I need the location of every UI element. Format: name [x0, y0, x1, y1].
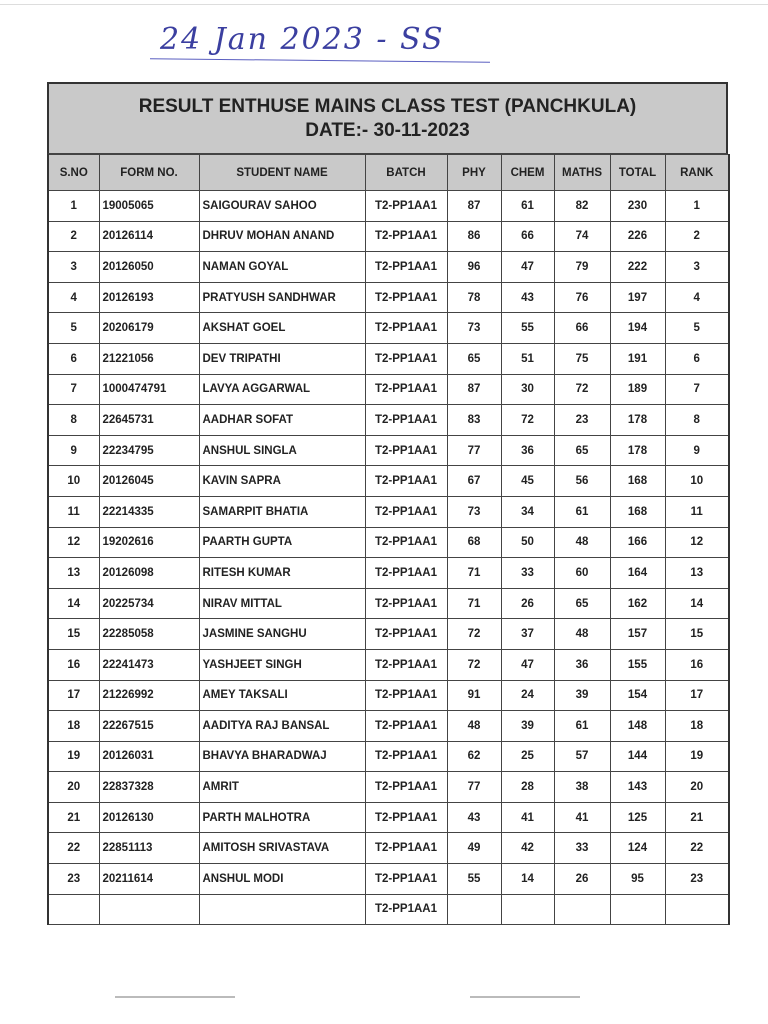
- cell-phy: 71: [447, 588, 501, 619]
- cell-chem: 37: [501, 619, 554, 650]
- cell-student-name: PARTH MALHOTRA: [199, 802, 365, 833]
- table-row: [48, 833, 729, 864]
- cell-form-no: 20211614: [99, 864, 199, 895]
- cell-sno: 8: [48, 405, 99, 436]
- cell-batch: T2-PP1AA1: [365, 527, 447, 558]
- cell-student-name: AADITYA RAJ BANSAL: [199, 711, 365, 742]
- cell-rank: [665, 894, 729, 925]
- cell-total: 168: [610, 496, 665, 527]
- cell-student-name: [199, 894, 365, 925]
- cell-phy: 86: [447, 221, 501, 252]
- cell-total: 155: [610, 649, 665, 680]
- column-header-student-name: STUDENT NAME: [199, 155, 365, 191]
- handwritten-note: 24 Jan 2023 - SS: [160, 22, 445, 57]
- table-row: [48, 191, 729, 222]
- cell-student-name: AMRIT: [199, 772, 365, 803]
- table-row: [48, 864, 729, 895]
- table-row: [48, 252, 729, 283]
- cell-total: 157: [610, 619, 665, 650]
- cell-form-no: 22267515: [99, 711, 199, 742]
- cell-sno: 7: [48, 374, 99, 405]
- cell-phy: 73: [447, 313, 501, 344]
- table-row: [48, 619, 729, 650]
- cell-batch: T2-PP1AA1: [365, 711, 447, 742]
- cell-phy: 78: [447, 282, 501, 313]
- cell-total: 164: [610, 558, 665, 589]
- cell-chem: 66: [501, 221, 554, 252]
- cell-batch: T2-PP1AA1: [365, 741, 447, 772]
- cell-total: 226: [610, 221, 665, 252]
- cell-sno: 1: [48, 191, 99, 222]
- cell-student-name: DEV TRIPATHI: [199, 343, 365, 374]
- cell-form-no: 20126130: [99, 802, 199, 833]
- cell-form-no: 22837328: [99, 772, 199, 803]
- cell-sno: 4: [48, 282, 99, 313]
- table-row: [48, 343, 729, 374]
- cell-rank: 7: [665, 374, 729, 405]
- cell-total: 191: [610, 343, 665, 374]
- cell-sno: 17: [48, 680, 99, 711]
- cell-maths: 66: [554, 313, 610, 344]
- cell-form-no: 22214335: [99, 496, 199, 527]
- cell-rank: 8: [665, 405, 729, 436]
- sheet-date: DATE:- 30-11-2023: [305, 119, 470, 141]
- cell-batch: T2-PP1AA1: [365, 435, 447, 466]
- cell-phy: [447, 894, 501, 925]
- cell-total: 144: [610, 741, 665, 772]
- cell-rank: 19: [665, 741, 729, 772]
- cell-student-name: LAVYA AGGARWAL: [199, 374, 365, 405]
- table-row: [48, 435, 729, 466]
- column-header-sno: S.NO: [48, 155, 99, 191]
- cell-sno: 16: [48, 649, 99, 680]
- cell-chem: 51: [501, 343, 554, 374]
- table-row: [48, 558, 729, 589]
- cell-phy: 71: [447, 558, 501, 589]
- cell-student-name: JASMINE SANGHU: [199, 619, 365, 650]
- cell-maths: 76: [554, 282, 610, 313]
- cell-form-no: 20225734: [99, 588, 199, 619]
- table-row: [48, 405, 729, 436]
- cell-rank: 5: [665, 313, 729, 344]
- cell-form-no: 20206179: [99, 313, 199, 344]
- cell-chem: 34: [501, 496, 554, 527]
- cell-maths: 33: [554, 833, 610, 864]
- cell-sno: 5: [48, 313, 99, 344]
- cell-rank: 12: [665, 527, 729, 558]
- cell-rank: 9: [665, 435, 729, 466]
- cell-student-name: ANSHUL SINGLA: [199, 435, 365, 466]
- cell-form-no: 21221056: [99, 343, 199, 374]
- cell-rank: 23: [665, 864, 729, 895]
- cell-phy: 72: [447, 619, 501, 650]
- column-header-batch: BATCH: [365, 155, 447, 191]
- cell-total: 166: [610, 527, 665, 558]
- cell-sno: [48, 894, 99, 925]
- cell-maths: 65: [554, 588, 610, 619]
- cell-total: [610, 894, 665, 925]
- cell-maths: 75: [554, 343, 610, 374]
- cell-rank: 1: [665, 191, 729, 222]
- cell-maths: 26: [554, 864, 610, 895]
- cell-total: 154: [610, 680, 665, 711]
- cell-student-name: AKSHAT GOEL: [199, 313, 365, 344]
- cell-phy: 43: [447, 802, 501, 833]
- cell-batch: T2-PP1AA1: [365, 649, 447, 680]
- cell-phy: 67: [447, 466, 501, 497]
- cell-maths: 48: [554, 619, 610, 650]
- cell-student-name: NAMAN GOYAL: [199, 252, 365, 283]
- cell-maths: 72: [554, 374, 610, 405]
- cell-batch: T2-PP1AA1: [365, 680, 447, 711]
- cell-total: 95: [610, 864, 665, 895]
- cell-batch: T2-PP1AA1: [365, 282, 447, 313]
- sheet-title: RESULT ENTHUSE MAINS CLASS TEST (PANCHKULA): [138, 95, 637, 117]
- cell-phy: 65: [447, 343, 501, 374]
- cell-maths: 38: [554, 772, 610, 803]
- cell-student-name: SAMARPIT BHATIA: [199, 496, 365, 527]
- cell-batch: T2-PP1AA1: [365, 558, 447, 589]
- cell-batch: T2-PP1AA1: [365, 405, 447, 436]
- cell-rank: 13: [665, 558, 729, 589]
- cell-maths: 60: [554, 558, 610, 589]
- cell-maths: 61: [554, 711, 610, 742]
- cell-phy: 83: [447, 405, 501, 436]
- cell-chem: 50: [501, 527, 554, 558]
- table-row: [48, 313, 729, 344]
- table-row: [48, 496, 729, 527]
- cell-chem: 24: [501, 680, 554, 711]
- cell-chem: 39: [501, 711, 554, 742]
- cell-total: 230: [610, 191, 665, 222]
- cell-student-name: SAIGOURAV SAHOO: [199, 191, 365, 222]
- cell-maths: 48: [554, 527, 610, 558]
- cell-maths: 65: [554, 435, 610, 466]
- results-table: [47, 154, 730, 925]
- table-row: [48, 527, 729, 558]
- table-row: [48, 466, 729, 497]
- cell-chem: 36: [501, 435, 554, 466]
- cell-student-name: KAVIN SAPRA: [199, 466, 365, 497]
- cell-sno: 23: [48, 864, 99, 895]
- cell-student-name: ANSHUL MODI: [199, 864, 365, 895]
- cell-total: 125: [610, 802, 665, 833]
- cell-batch: T2-PP1AA1: [365, 802, 447, 833]
- cell-phy: 91: [447, 680, 501, 711]
- cell-maths: 41: [554, 802, 610, 833]
- cell-chem: 61: [501, 191, 554, 222]
- table-row: [48, 772, 729, 803]
- cell-maths: [554, 894, 610, 925]
- cell-maths: 79: [554, 252, 610, 283]
- cell-maths: 82: [554, 191, 610, 222]
- cell-chem: 72: [501, 405, 554, 436]
- cell-rank: 4: [665, 282, 729, 313]
- cell-student-name: AADHAR SOFAT: [199, 405, 365, 436]
- cell-sno: 22: [48, 833, 99, 864]
- cell-form-no: 1000474791: [99, 374, 199, 405]
- handwritten-underline: [150, 58, 490, 63]
- cell-sno: 12: [48, 527, 99, 558]
- cell-maths: 56: [554, 466, 610, 497]
- cell-batch: T2-PP1AA1: [365, 772, 447, 803]
- cell-phy: 72: [447, 649, 501, 680]
- cell-chem: 47: [501, 252, 554, 283]
- cell-sno: 21: [48, 802, 99, 833]
- cell-maths: 23: [554, 405, 610, 436]
- cell-batch: T2-PP1AA1: [365, 864, 447, 895]
- table-row: [48, 711, 729, 742]
- cell-phy: 87: [447, 191, 501, 222]
- cell-student-name: NIRAV MITTAL: [199, 588, 365, 619]
- cell-form-no: 20126114: [99, 221, 199, 252]
- cell-rank: 18: [665, 711, 729, 742]
- cell-sno: 19: [48, 741, 99, 772]
- table-body: [48, 191, 729, 925]
- cell-rank: 20: [665, 772, 729, 803]
- cell-phy: 77: [447, 435, 501, 466]
- cell-student-name: RITESH KUMAR: [199, 558, 365, 589]
- cell-chem: 14: [501, 864, 554, 895]
- cell-chem: 25: [501, 741, 554, 772]
- cell-chem: 42: [501, 833, 554, 864]
- column-header-form-no: FORM NO.: [99, 155, 199, 191]
- cell-phy: 49: [447, 833, 501, 864]
- cell-maths: 61: [554, 496, 610, 527]
- cell-total: 178: [610, 435, 665, 466]
- cell-chem: 28: [501, 772, 554, 803]
- cell-form-no: 21226992: [99, 680, 199, 711]
- cell-sno: 3: [48, 252, 99, 283]
- cell-batch: T2-PP1AA1: [365, 343, 447, 374]
- scan-artifact-line: [115, 996, 235, 998]
- cell-total: 189: [610, 374, 665, 405]
- table-row: [48, 680, 729, 711]
- column-header-rank: RANK: [665, 155, 729, 191]
- cell-total: 222: [610, 252, 665, 283]
- cell-total: 194: [610, 313, 665, 344]
- cell-total: 197: [610, 282, 665, 313]
- cell-maths: 57: [554, 741, 610, 772]
- cell-sno: 13: [48, 558, 99, 589]
- cell-batch: T2-PP1AA1: [365, 619, 447, 650]
- table-row: [48, 588, 729, 619]
- cell-chem: 43: [501, 282, 554, 313]
- cell-phy: 96: [447, 252, 501, 283]
- cell-form-no: 22645731: [99, 405, 199, 436]
- cell-batch: T2-PP1AA1: [365, 221, 447, 252]
- cell-phy: 73: [447, 496, 501, 527]
- cell-batch: T2-PP1AA1: [365, 313, 447, 344]
- cell-sno: 18: [48, 711, 99, 742]
- cell-rank: 14: [665, 588, 729, 619]
- cell-student-name: DHRUV MOHAN ANAND: [199, 221, 365, 252]
- cell-phy: 68: [447, 527, 501, 558]
- cell-chem: 26: [501, 588, 554, 619]
- cell-maths: 74: [554, 221, 610, 252]
- cell-total: 124: [610, 833, 665, 864]
- cell-batch: T2-PP1AA1: [365, 374, 447, 405]
- cell-student-name: AMITOSH SRIVASTAVA: [199, 833, 365, 864]
- cell-form-no: 20126098: [99, 558, 199, 589]
- cell-rank: 6: [665, 343, 729, 374]
- cell-sno: 9: [48, 435, 99, 466]
- cell-chem: 30: [501, 374, 554, 405]
- cell-form-no: [99, 894, 199, 925]
- cell-rank: 11: [665, 496, 729, 527]
- cell-sno: 11: [48, 496, 99, 527]
- cell-batch: T2-PP1AA1: [365, 466, 447, 497]
- cell-rank: 2: [665, 221, 729, 252]
- column-header-chem: CHEM: [501, 155, 554, 191]
- result-sheet: [47, 82, 728, 925]
- cell-sno: 14: [48, 588, 99, 619]
- table-row: [48, 802, 729, 833]
- cell-form-no: 22851113: [99, 833, 199, 864]
- cell-chem: [501, 894, 554, 925]
- cell-form-no: 20126050: [99, 252, 199, 283]
- cell-form-no: 20126045: [99, 466, 199, 497]
- cell-phy: 87: [447, 374, 501, 405]
- cell-form-no: 20126193: [99, 282, 199, 313]
- cell-form-no: 19202616: [99, 527, 199, 558]
- cell-total: 143: [610, 772, 665, 803]
- cell-total: 148: [610, 711, 665, 742]
- cell-rank: 16: [665, 649, 729, 680]
- cell-batch: T2-PP1AA1: [365, 588, 447, 619]
- cell-phy: 55: [447, 864, 501, 895]
- cell-student-name: BHAVYA BHARADWAJ: [199, 741, 365, 772]
- cell-phy: 62: [447, 741, 501, 772]
- table-header-row: [48, 155, 729, 191]
- cell-batch: T2-PP1AA1: [365, 833, 447, 864]
- cell-chem: 45: [501, 466, 554, 497]
- cell-total: 162: [610, 588, 665, 619]
- cell-sno: 15: [48, 619, 99, 650]
- cell-rank: 10: [665, 466, 729, 497]
- cell-rank: 17: [665, 680, 729, 711]
- cell-rank: 22: [665, 833, 729, 864]
- cell-rank: 21: [665, 802, 729, 833]
- cell-rank: 15: [665, 619, 729, 650]
- cell-phy: 77: [447, 772, 501, 803]
- column-header-maths: MATHS: [554, 155, 610, 191]
- cell-total: 178: [610, 405, 665, 436]
- cell-phy: 48: [447, 711, 501, 742]
- cell-form-no: 20126031: [99, 741, 199, 772]
- cell-maths: 39: [554, 680, 610, 711]
- cell-student-name: YASHJEET SINGH: [199, 649, 365, 680]
- sheet-header: [47, 82, 728, 154]
- cell-sno: 20: [48, 772, 99, 803]
- cell-student-name: PRATYUSH SANDHWAR: [199, 282, 365, 313]
- cell-chem: 41: [501, 802, 554, 833]
- cell-sno: 2: [48, 221, 99, 252]
- cell-batch: T2-PP1AA1: [365, 191, 447, 222]
- scan-top-edge: [0, 4, 768, 5]
- cell-form-no: 22285058: [99, 619, 199, 650]
- cell-chem: 47: [501, 649, 554, 680]
- cell-student-name: AMEY TAKSALI: [199, 680, 365, 711]
- cell-sno: 10: [48, 466, 99, 497]
- column-header-phy: PHY: [447, 155, 501, 191]
- cell-batch: T2-PP1AA1: [365, 894, 447, 925]
- cell-student-name: PAARTH GUPTA: [199, 527, 365, 558]
- table-row: [48, 374, 729, 405]
- cell-batch: T2-PP1AA1: [365, 496, 447, 527]
- cell-maths: 36: [554, 649, 610, 680]
- cell-batch: T2-PP1AA1: [365, 252, 447, 283]
- table-row: [48, 221, 729, 252]
- cell-total: 168: [610, 466, 665, 497]
- cell-form-no: 19005065: [99, 191, 199, 222]
- table-row: [48, 649, 729, 680]
- table-row: [48, 741, 729, 772]
- cell-chem: 55: [501, 313, 554, 344]
- cell-form-no: 22241473: [99, 649, 199, 680]
- cell-chem: 33: [501, 558, 554, 589]
- table-row: [48, 894, 729, 925]
- scan-artifact-line: [470, 996, 580, 998]
- table-row: [48, 282, 729, 313]
- cell-form-no: 22234795: [99, 435, 199, 466]
- column-header-total: TOTAL: [610, 155, 665, 191]
- cell-rank: 3: [665, 252, 729, 283]
- cell-sno: 6: [48, 343, 99, 374]
